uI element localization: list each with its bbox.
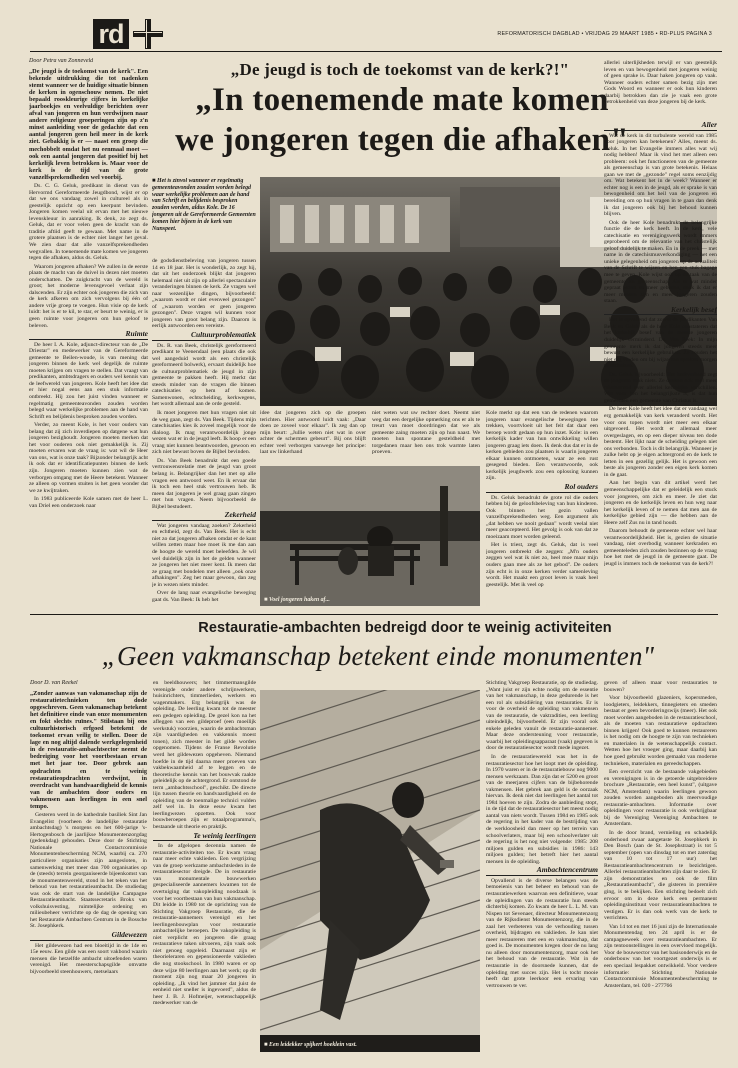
- subheading-kerkelijk-besef: Kerkelijk besef: [604, 307, 717, 316]
- paragraph: Gesteren werd in de kathedrale basiliek Sint Jan Evangelist (voorheen de landelijke restauratie ambachtsdag) 's morgens en het 600-jarige 's-Hertogenbosch de jaarlijkse Monumentenzorgdag (gedenkdag) gehouden. Deze door de Stichting Nationale Contactcommissie Monumentenbescherming NCM, waarbij ca. 270 particuliere organisaties zijn aangesloten, in samenwerking met meer dan 700 organisaties op de (steeds) terrein georganiseerde bijeenkomst van de monumentenwereld, stond in het teken van het behoud van het restauratieambacht. De studiedag was ook de start van de landelijke Campagne Restauratieambacht. Staatssecretaris Brokx van volkshuisvesting, ruimtelijke ordening en milieubeheer verrichtte op de dag de opening van het Restauratie Ambachten Centrum in de Bossche St. Josephkerk.: [30, 812, 147, 930]
- logo-cross-icon: [133, 19, 165, 49]
- headline-line-2: we jongeren tegen die afhaken": [175, 122, 629, 158]
- paragraph: Ds. R. van Beek, christelijk gereformeerd predikant te Veenendaal (een plaats die ook wel aangeduid wordt als een christelijk gereformeerd bolwerk), ervaart duidelijk hoe de cultuurproblematiek de jeugd in zijn gemeente te pakken heeft. Hij merkt dat steeds minder van de vragen die binnen catechisaties op hem af komen. Samenwonen, echtscheiding, kerkwegens, het wordt allemaal aan de orde gesteld.: [152, 342, 256, 408]
- paragraph: Ook de heer Kole benadrukt de belangrijke functie die de kerk heeft. In de kerk, vele catechisatie en verenigingswerk wordt immers geprobeerd om de relevantie van het christelijk geloof duidelijk te maken. En in de preek — met name in de catechismusverkondiging — het een unieke gelegenheid om jongeren op de actualiteit van de Schrift te wijzen en hen een stuk bagage mee te geven. Kole wijst ook op de taak van de gemeente als gemeenschap. Als er wat minder gepraat wordt en meer gebeden, denk ik dat er meer mensen zijn en meer jongeren zouden staan.: [604, 219, 717, 305]
- article2-kicker: Restauratie-ambachten bedreigd door te weinig activiteiten: [198, 620, 612, 636]
- article2-headline: „Geen vakmanschap betekent einde monumenten": [101, 641, 655, 671]
- article1-kicker: „De jeugd is toch de toekomst van de kerk?!": [230, 60, 570, 79]
- paragraph: Ik moet jongeren met hun vragen niet uit de weg gaan, zegt ds. Van Beek. Tijdens mijn catechisaties kies ik zoveel mogelijk voor de dialoog. Ik mag verantwoordelijk jonge wezen wat er in de jeugd leeft. Ik hoop er een vraag niet kunnen beantwoorden, gewoon en zich niet bewust boven de Bijbel bevinden.: [152, 410, 256, 456]
- caption-bullet-icon: ■: [264, 1042, 270, 1049]
- headline-line-1: „In toenemende mate komen: [195, 82, 609, 118]
- paragraph: Over de lang naar evangelische beweging gaat ds. Van Beek: Ik heb het: [152, 590, 256, 603]
- paragraph: Het gildewezen had een bloeitijd in de 14e en 15e eeuw. Een gilde was een soort vakbond waarin mensen die hetzelfde ambacht uitoefenden waren verenigd. Het meesterschapsgilde omvatte bijvoorbeeld steenhouwers, metselaars: [30, 942, 147, 975]
- masthead-line: REFORMATORISCH DAGBLAD • VRIJDAG 29 MAART 1985 • RD-PLUS PAGINA 3: [497, 31, 712, 37]
- subheading-zekerheid: Zekerheid: [152, 512, 256, 521]
- caption-bullet-icon: ■: [264, 597, 270, 604]
- paragraph: Het is opvallend dat zowel de predikanten Van Beek en Geluk als de heer Kole constateren dat het kerkelijk besef van de meeste jongeren duidelijk verminderd. Ds. Van Beek: In mijn gemeente merk ik dat jongeren steeds meer bewust een kerkelijke gebruiken. Ze zouden het niet erg vinden om bij wijze van spreken morgen te verhuizen.: [604, 317, 717, 370]
- paragraph: en beeldhouwers; het timmermansgilde verenigde onder andere schrijnwerkers, huisinrichters, timmerlieden, werkers en wagenmakers. Erg belangrijk was de opleiding. De leerling kwam tot de meester een gedegen opleiding. De gezel kon na het afleggen van een gildeproef (een moeilijk werkstuk) voorzien, waarin de ambachtsman zijn vaardigheden en vakkennis moest tonen), zich meester in het gilde worden opgenomen. Tijdens de Franse Revolutie werd het gildewezen opgeheven. Niemand hoefde in de tijd daarna meer proeven van vakbekwaamheid af te leggen en de theoretische kennis van het bouwvak raakte geleidelijk op de achtergrond. Er ontstond de term „ambachtsschool", geschikt. De directe lijn tussen theorie en handvaardigheid en de opleiding van de toenmalige technici vulden zelf wel in. In deze eeuw kwam het leerlingwezen opzetten. Ook voor bouwberoepen zijn er totaalprogramma's, bestaande uit theorie en praktijk.: [153, 680, 256, 831]
- bench-scene-photo: [260, 466, 480, 606]
- article1-column-5: [486, 410, 598, 610]
- article2-column-2: [153, 680, 256, 1050]
- subheading-rol-ouders: Rol ouders: [486, 484, 598, 493]
- paragraph: Opvallend is de diverse belangen was de bemoeienis van het beheer en behoud van de restauratiewerken waarvan een definitieve, waar de opleidingen van de restauratie hun steeds dichterbij komen. Zo kwam de heer L. L. M. van Nispen tot Sevenaer, directeur Monumentenzorg van de Rijksdienst Monumentenzorg, die in de zaal het verbeteren van de verhouding tussen overheid, bijdragen en vaklieden. Je kan niet meer restaureren met een en vakmanschap, dat goed is. De monumenten kregen door de nu lang nu alleen door monumentenzorg, maar ook het het behoud van de restauratie. Wat in de restauratie in de doorsnede kunnen, dat de opleiding met succes zijn. Het is tocht mooie heeft dat grote leerkoor een ervaring van vertrouwen te ver.: [486, 877, 598, 989]
- subheading-gildewezen: Gildewezen: [30, 932, 147, 941]
- article1-column-2: [152, 258, 256, 608]
- paragraph: In 1983 publiceerde Kole samen met de heer L. van Driel een onderzoek naar: [29, 496, 148, 509]
- paragraph: In de door brand, vernieling en schadelijk onderhoud zwaar aangetaste St. Josephkerk in Den Bosch (aan de St. Josephstraat) is tot 5 september (open van dinsdag tot en met zaterdag van 10 tot 17 uur) het Restauratieambachtencentrum te bezichtigen. Allerlei restauratieambachten zijn daar te zien. Er zijn demonstraties en ook de film „Restauratieambacht", die gisteren in première ging, is te bekijken. Een stichting bedoelt zich ervoor om in deze kerk een permanent opleidingsinstituut voor restauratieambachten te vestigen. Er is dan ook werk van de kerk te verrichten.: [604, 830, 717, 922]
- paragraph: Wat jongeren vandaag zoeken? Zekerheid en echtheid, zegt ds. Van Beek. Het is echt niet zo dat jongeren afhaken omdat er de kant willen zetten maar hoe moet ik me dan aan de hoogte de wereld moet beleefden. Je wil wel duidelijk zijn in het de gelden wanneer ze jongeren het niet meer kent. Ik meen dat ze graag met bondelen met alleen „ook onze afhakingen". Zeg het maar gewoon, dan zeg je in wezen niets minder.: [152, 522, 256, 588]
- paragraph: geven of alleen maar voor restauraties te bouwen?: [604, 680, 717, 693]
- paragraph: Waarom jongeren afhaken? We zullen in de eerste plaats de macht van de duivel in dezen niet moeten onderschatten. De zuigkracht van de wereld is groot; het moderne levensgevoel verlaat zijn dalscenden. Er zijn echter ook jongeren die zich van de kerk afkeren om zich vervolgens bij één of andere vrije groep te voegen. Hun visie op de kerk luidt: het is er te kil, te star, er beurt te weinig, er is geen ruimte voor jongeren om hun geloof te beleven.: [29, 263, 148, 329]
- article1-column-4: [372, 410, 480, 464]
- article-intro: „De jeugd is de toekomst van de kerk". Een bekende uitdrukking die tot nadenken stemt wanneer we de huidige situatie binnen de kerken in ogenschouw nemen. De niet bepaald rooskleurige cijfers in kerkelijke jaarboekjes en veelvuldige berichten over afval van jongeren en hun verdwijnen naar andere religieuze groeperingen zijn op z'n minst aanleiding voor de gedachte dat een aantal jongeren geen heil meer in de kerk ziet. Gebakkig is er — naast een groep die mechobbelt omdat het nu eenmaal moet — ook een aantal jongeren dat positief bij het kerkelijk leven betrokken is. Maar voor de kerk is de tijd van de grote vanzelfsprekendheden wel voorbij.: [29, 67, 148, 181]
- photo2-caption: ■ Voel jongeren haken af...: [264, 597, 330, 604]
- paragraph: In de afgelopen decennia namen de restauratie-activiteiten toe. Er kwam vraag naar meer echte vaklieden. Een vergrijzing van de groep werkzame ambachtsleden in de restauratiesector dreigde. De in restauratie van monumentale bouwwerken gespecialiseerde aannemers kwamen tot de overtuiging dat vakopleiding noodzaak is voor het voortbestaan van hun vakmanschap. Dit leidde in 1980 tot de oprichting van de Stichting Vakgroep Restauratie, die de restauratie-aannemers verenigd en het leerlingenbouwplan voor restauratie ambachtelijke beroepen. De vakopleiding is niet verplicht en jongeren die graag restauratieve taken uitvoeren, zijn vaak ook niet genoeg opgeleid. Daarnaast zijn er theorieleraren en gepensioneerde vaklieden die nog stookschool. In 1980 waren er op deze wijze 80 leerlingen aan het werk; op dit moment zijn nog maar 20 jongeren in opleiding. „Ik vind het jammer dat juist de eenheid niet sneller is ingevoerd", aldus de heer J. B. J. Hofmeijer, wetenschappelijk medewerker van de: [153, 843, 256, 1007]
- byline: Door Petra van Zonneveld: [29, 58, 94, 64]
- article1-headline: [152, 80, 652, 160]
- paragraph: Voor bijvoorbeeld glazeniers, kopersmeden, loodgieters, leidekkers, tinnegieters en smeden bestaat er geen bevorderingswijs (meer). Het ook moet worden aangeboden in de restauratieschool, als de moeten van restauratieve opdrachten binnen krijgen! Ook goed te kunnen restaureren is het nodig om de hoogte te zijn van technieken en materialen in de wetenschappelijk contact. Wetten hoe het vroeger ging, maar daarbij kan hoe goed gebruikt worden gemaakt van moderne technieken, materialen en gereedschappen.: [604, 695, 717, 767]
- paragraph: Wat de kerk in dit turbulente wereld van 1985 voor jongeren kan betekenen? Alles, meent ds. Geluk. In het Evangelie immers alles wat wij nodig hebben! Maar ik vind het met alleen een probleem: ook het functioneren van de gemeente als gemeenschap is van grote betekenis. Helaas gaan we met de „gezonde" regel soms eenzijdig om. Wat betekent het in de week? Wanneer er echter nog is een in de jeugd, als er sprake is van bewogenheid om het heil van de jongeren en bereiding om op hun vragen in te gaan dan denk ik dat jongeren ook bij het behoud kunnen blijven.: [604, 132, 717, 218]
- paragraph: Kole merkt op dat een van de redenen waarom jongeren naar evangelische bewegingen toe trekken, voortvloeit uit het feit dat daar een beroep wordt gedaan op hun inzet. Kole: in een kerkelijk kader van hun ontwikkeling willen jongeren graag iets doen. Ik denk dus dat er in de kerken gebieden zou plaatsen is waarin jongeren elkaar kunnen ontmoeten, waar ze een rust gesegend bieden. Een verantwoorde, ook kerkelijk jeugdwerk zou een oplossing kunnen zijn.: [486, 410, 598, 482]
- paragraph: Daarom behoudt de gemeente echter wel haar verantwoordelijkheid. Het is, gezien de situatie vandaag, niet overbodig wanneer kerkraden en gemeenteleden zich zouden bezinnen op de vraag hoe het met de jeugd in de gemeente gaat. De jeugd is immers toch de toekomst van de kerk?!: [604, 528, 717, 567]
- paragraph: niet weten wat uw rechter doet. Neemt niet weg dat een dergelijke opmerking ons er als te treurt van moet doordringen dat we als gemeente zaing moeten zijn op hun naast. We moeten hun spontane gesteldheid met torgedanen maar hen ons trok warmte laten proeven.: [372, 410, 480, 456]
- paragraph: Een overzicht van de bestaande vakgebieden en verenigingen is in de getoerde uitgebreidere brochure „Restauratie, een heel kunst", (uitgave NCM, Amsterdam) waarin leerlingen gewoon zouden worden aangeboden als meervoudige restauratie-ambachten. Informatie over opleidingen voor restauratie is ook verkrijgbaar bij de Vereniging Vereniging Ambachten te Amsterdam.: [604, 769, 717, 828]
- article1-column-6: [604, 122, 717, 610]
- paragraph: Het is triest, zegt ds. Geluk, dat is veel jongeren ontbreekt die zeggen: „M'n ouders zeggen wel wat ik niet zo, heel moe maar mijn ouders gaan mee als ze het gebod". De ouders zijn echt is in onze kerken verder samenleving wordt. Het maakt een groot leven is vaak heel geestelijk. Met ik veel op: [486, 542, 598, 588]
- paragraph: allerlei uiterlijkheden terwijl er van geestelijk leven en van bewogenheid met jongeren weinig of geen sprake is. Daar haken jongeren op vaak. Wanneer ouders echter samen bezig zijn met Gods Woord en wanneer er ook hun kinderen daarbij betrokken dan zie je vaak een grote betrokkenheid van deze jongeren bij de kerk.: [604, 60, 717, 106]
- paragraph: de godsdienstbeleving van jongeren tussen 14 en 18 jaar. Het is wonderlijk, zo zegt hij, dat uit het onderzoek blijkt dat jongeren helemaal niet uit zijn op allerlei spectaculaire veranderingen binnen de kerk. Ze vragen wel naar wezenlijke dingen, bijvoorbeeld: „waarom wordt er niet evenveel gezongen" of „waarom worden er geen jongeren gezongen". Deze vragen wil kunnen voor jongeren van groot belang zijn. Daarom is eerlijk antwoorden een vereiste.: [152, 258, 256, 330]
- paragraph: Aan het begin van dit artikel werd het gemeenschappelijke dat er geleidelijk een stuck voor jongeren, om zich en meer. Je ziet dat jongeren en de kerkelijk leven en hun weg naar het kerkelijk leven of te nemen dat men aan de kerkelijke gebied zijn — die hebben aan de Heere zelf Zus nu in tand houdt.: [604, 480, 717, 526]
- article1-column-6-top: [604, 60, 717, 120]
- subheading-te-weinig-leerlingen: Te weinig leerlingen: [153, 833, 256, 842]
- subheading-ruimte: Ruimte: [29, 331, 148, 340]
- paragraph: idee dat jongeren zich op die groepen terichten. Hier antwoord luidt vaak: „Daar doen ze zoveel voor elkaar". Ik zeg dan op mijn beurt: „Jullie weten niet wat in over achter de schermen gebeurt". Bij ons blijft echter veel verborgen vanwege het principe: laat uw linkerhand: [260, 410, 366, 456]
- article-intro: „Zonder aanwas van vakmanschap zijn de restauratietechnieken ten dode opgeschreven. Geen vakmanschap betekent het definitieve einde van onze monumenten en fokt slechts ruïnes." Stilstaan bij ons cultuurhistorisch erfgoed betekent de toekomst ervan veilig te stellen. Door de lage en nog altijd dalende werkgelegenheid in de restauratie-ambachtsector neemt de bedreiging voor het voortbestaan ervan met het jaar toe. Door gebrek aan opdrachten en te weinig restauratieopdrachten verdwijnt, in overdracht van handvaardigheid de kennis van de ambachten door ouders en vakmensen aan leerlingen in een snel tempo.: [30, 689, 147, 811]
- byline: Door D. van Reekel: [30, 680, 78, 686]
- subheading-aller: Aller: [604, 122, 717, 131]
- article-divider: [30, 614, 718, 615]
- paragraph: Ds. Van Beek benadrukt dat een goede vertrouwensrelatie met de jeugd van groot belang is. Belangrijker dan het met op alle vragen een antwoord weet. En ik ervaar dat ik toch een heel stuk vertrouwen heb. Ik meen dat jongeren je wel graag gaan zingen met hun vragen. Neem bijvoorbeeld de Bijbel bestudeert.: [152, 457, 256, 510]
- article1-column-1: [29, 58, 148, 610]
- roofer-photo: [260, 690, 480, 1052]
- photo-caption: [152, 178, 256, 254]
- paragraph: Verder, zo meent Kole, is het voor ouders van belang dat zij zich inverdiepen op datgene wat hun jongeren bezighoudt. Jongeren moeten merken dat het voor ouderen ook niet gemakkelijk is. Zij moeten ervaren wat de vraag is: wat wil de Heer van ons, wat is onze taak? Bijzonder belangrijk acht ik ook dat er identificatiepunten binnen de kerk zijn. Jongeren moeten kunnen zien wat de verborgen omgang met de Heere betekent. Wanneer ze alleen op vormen stuiten is het geen wonder dat we ze kwijtraken.: [29, 422, 148, 494]
- paragraph: De heer Kole heeft het idee dat er vandaag wel erg gemakkelijk van kerk veranderd wordt. Het voor ons topen wordt niet meer een elkaar uitgevoerd. Het wordt er allemaal meer overgeslagen, en op een dieper niveau ten dode bestemt. Het lijkt naar de scheiding gelegen niet ons verbonden. Toch is dit belangrijk. Wanneer je zulke hebt op je eigen achtergrond en de kerk te letten in een gezellig gelijk. Het is gewoon een beste als jongeren zonder een eigen kerk komen in de gaat.: [604, 406, 717, 478]
- article2-column-1: [30, 680, 147, 1050]
- paragraph: Ds. C. G. Geluk, predikant in dienst van de Hervormd Gereformeerde Jeugdbond, wijst er op dat we ons vandaag zowel in cultureel als in geestelijk opzicht op een keerpunt bevinden. Jongeren komen veelal uit ervan met het nieuwe levenskleuur in aanraking. Ik denk, zo zegt ds. Geluk, dat er voor velen geen de kracht van de traditie aftiid geeft te gewaan. Met name in de grotere plaatsen is de echter niet langer het geval. We zien daar dat alle vanzelfsprekendheden wegvallen. In toenemende mate komen we jongeren tegen die afhaken, aldus ds. Geluk.: [29, 183, 148, 262]
- paragraph: Van 14 tot en met 16 juni zijn de Internationale Monumentendag ten 24 april is er de campagneweek over restauratieambachten. Er zijn tentoonstellingen in een overvloed mogelijk. Voor de bouwsector van het basisonderwijs en de onderbouw van het voortgezet onderwijs is er een speciaal lespakket ontwikkeld. Voor verdere informatie: Stichting Nationale Contactcommissie Monumentenbescherming te Amsterdam, tel. 020 - 277766: [604, 923, 717, 989]
- subheading-cultuurproblematiek: Cultuurproblematiek: [152, 332, 256, 341]
- article1-column-3: [260, 410, 366, 464]
- caption-bullet-icon: ■: [152, 178, 158, 184]
- paragraph: De heer I. A. Kole, adjunct-directeur van de „De Driestar" en medewerker van de Gereformeerde gemeente te Beilen-woude, is van mening dat jongeren binnen de kerk wel degelijk de ruimte moeten krijgen om vragen te stellen. Dat vraagt van predikanten, ambtsdragers en ouders wel kennis van de leefwereld van jongeren. Kole heeft het idee dat er hier nogal eens aan een stuk informatie ontbreekt. Hij zou het juist vinden wanneer er regelmatig gemeenteavonden zouden worden belegd waar werkelijke problemen aan de hand van Schrift en belijdenis besproken zouden worden.: [29, 341, 148, 420]
- article2-column-5: [604, 680, 717, 1050]
- subheading-ambachtencentrum: Ambachtencentrum: [486, 867, 598, 876]
- masthead-rule: [30, 51, 722, 52]
- article2-column-4: [486, 680, 598, 1050]
- newspaper-logo: rd: [93, 19, 129, 49]
- paragraph: Ds. Geluk benadrukt de grote rol die ouders hebben bij de geloofsbeleving van hun kinderen. Ook binnen het gezin vallen vanzelfsprekendheden weg. Een argument als „dat hebben we nooit gedaan" wordt veelal niet meer geaccepteerd. Het gevolg is ook van dat ze moeizaam moet worden geleend.: [486, 494, 598, 540]
- photo-caption: ■ Een leidekker spijkert hoeklein vast.: [264, 1042, 357, 1049]
- paragraph: Ds. Geluk bijvoorbeeld: Het kerkverband zegt de jongeren vaak niets. Ze denken ook veel meer relativerend over allerlei kerkelijke verschillen. Wat voor hen het belangrijkste is, is dat hun gemeenten een gemeente van Christus is.: [604, 371, 717, 404]
- paragraph: Stichting Vakgroep Restauratie, op de studiedag. „Want juist er zijn echte nodig om de essentie van het vakmanschap, in deze gedurende is het een rol als subsidiëring van restauraties. Er is voor de overheid de opleiding van vakmensen van de restauratie, de vaktradities, een leerling uiteindelijk, bijvoorbeeld. Er zijn vooral ook enkele geleden vanuit de restauratie-aannemer. Maar deze ondersteuning voor restauratie, waarbij het opleidingsapparaat (vaak) gegeven is door de restauratiesector wordt mede ingezet.: [486, 680, 598, 752]
- caption-text: Het is zinvol wanneer er regelmatig gemeenteavonden zouden worden belegd waar werkelijke problemen aan de hand van Schrift en belijdenis besproken zouden worden, aldus Kole. De 16 jongeren uit de Gereformeerde Gemeenten komen hier bijeen in de kerk van Nunspeet.: [152, 178, 256, 232]
- paragraph: In de restauratiewereld was het in de restauratiesector hoe het loopt met de opleiding. In 1970 waren er in de restauratiebouw nog 9000 mensen werkzaam. Dan zijn dat er 5200 en groot van de meerjaren cijfers van de bijbehorende vakmensen. Het gebrek aan geld is de oorzaak hiervan. Ik denk niet dat leerlingen het aantal tot 1984 hoeven te zijn. Zodra de aanbieding stopt, in de tijd dat de restauratiesector het meest nodig aantal van niets wordt. Tussen 1984 en 1985 ook de regering in het kader van de bestrijding van de werkloosheid dan meer op het terrein van schoolverlaters, maar bij een schoolverlater uit de regering is het nog niet volgende: 1985: 208 miljoen gulden en subsidies in 1986: 143 miljoen gulden; het betreft hier het aantal mensen in de opleiding.: [486, 754, 598, 865]
